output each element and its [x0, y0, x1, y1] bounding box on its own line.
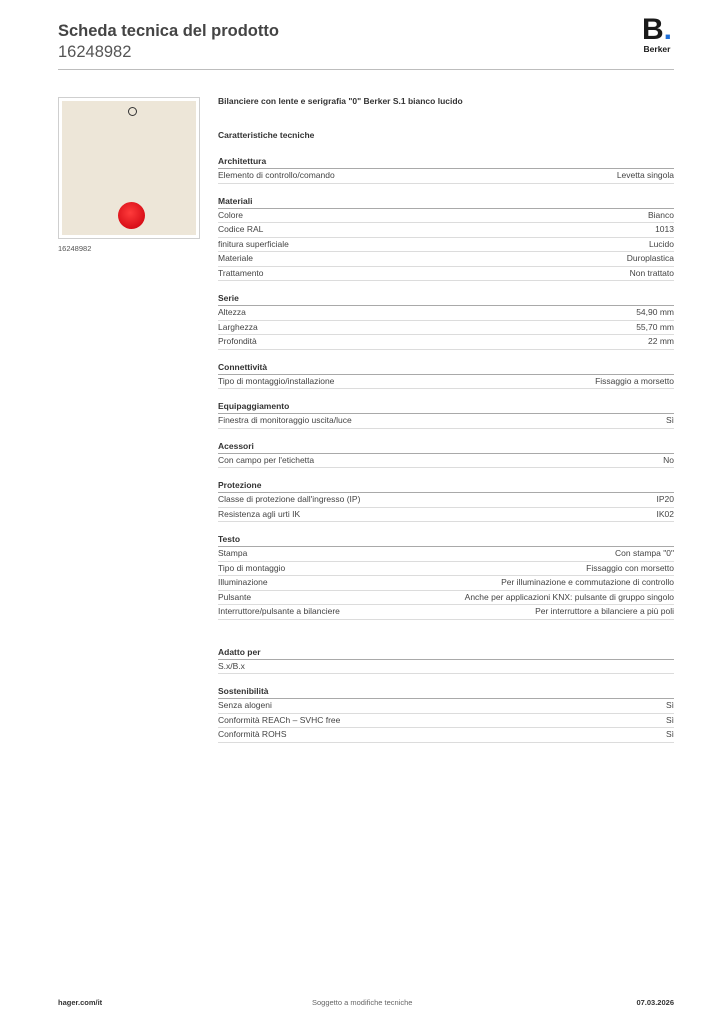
spec-label: Trattamento	[218, 267, 264, 278]
spec-value: 55,70 mm	[636, 321, 674, 332]
spec-label: Conformità REACh – SVHC free	[218, 714, 341, 725]
spec-section	[218, 480, 674, 522]
section-heading: Acessori	[218, 441, 674, 454]
spec-label: Interruttore/pulsante a bilanciere	[218, 606, 340, 616]
spec-label: Finestra di monitoraggio uscita/luce	[218, 415, 352, 425]
spec-label: Altezza	[218, 307, 246, 317]
spec-row	[218, 209, 674, 224]
spec-value: Anche per applicazioni KNX: pulsante di gruppo singolo	[464, 591, 674, 602]
berker-logo	[640, 13, 674, 54]
section-heading: Equipaggiamento	[218, 401, 674, 414]
spec-sections	[218, 156, 674, 743]
spec-label: Pulsante	[218, 591, 252, 602]
page-title: Scheda tecnica del prodotto	[58, 22, 279, 40]
spec-value: Per illuminazione e commutazione di controllo	[501, 577, 674, 587]
spec-row	[218, 547, 674, 562]
spec-value: Bianco	[648, 209, 674, 220]
spec-value: IK02	[656, 508, 674, 519]
product-title: Bilanciere con lente e serigrafia "0" Berker S.1 bianco lucido	[218, 96, 463, 106]
spec-value: Lucido	[648, 238, 674, 249]
spec-section	[218, 196, 674, 282]
spec-section	[218, 441, 674, 469]
zero-print-symbol	[128, 107, 137, 116]
spec-section	[218, 686, 674, 743]
spec-value: Per interruttore a bilanciere a più poli	[535, 606, 674, 616]
spec-label: finitura superficiale	[218, 238, 289, 249]
spec-row	[218, 728, 674, 743]
section-heading: Protezione	[218, 480, 674, 493]
footer-notice: Soggetto a modifiche tecniche	[312, 998, 413, 1007]
section-heading: Sostenibilità	[218, 686, 674, 699]
spec-row	[218, 414, 674, 429]
spec-value: Fissaggio a morsetto	[595, 375, 674, 386]
spec-row	[218, 335, 674, 350]
spec-label: Profondità	[218, 336, 257, 346]
spec-value: Sì	[665, 714, 674, 725]
spec-value: 22 mm	[648, 336, 674, 346]
logo-letter: B	[641, 13, 664, 46]
spec-row	[218, 591, 674, 606]
spec-row	[218, 508, 674, 523]
spec-value: IP20	[656, 494, 674, 504]
spec-row	[218, 252, 674, 267]
spec-label: Codice RAL	[218, 224, 264, 234]
spec-row	[218, 375, 674, 390]
spec-value: 1013	[655, 224, 674, 234]
logo-mark	[640, 13, 674, 46]
spec-row	[218, 223, 674, 238]
page-header	[58, 20, 279, 62]
image-caption: 16248982	[58, 244, 92, 253]
spec-label: Tipo di montaggio/installazione	[218, 375, 335, 386]
spec-label: S.x/B.x	[218, 660, 245, 671]
logo-dot: .	[663, 13, 672, 46]
specs-title: Caratteristiche tecniche	[218, 130, 315, 140]
spec-row	[218, 238, 674, 253]
header-divider	[58, 69, 674, 70]
spec-section	[218, 362, 674, 390]
spec-section	[218, 534, 674, 620]
spec-label: Classe di protezione dall'ingresso (IP)	[218, 494, 361, 504]
spec-section	[218, 293, 674, 350]
spec-label: Larghezza	[218, 321, 258, 332]
section-heading: Adatto per	[218, 647, 674, 660]
product-image	[58, 97, 200, 239]
section-heading: Testo	[218, 534, 674, 547]
spec-row	[218, 267, 674, 282]
spec-value: Sì	[665, 729, 674, 739]
spec-row	[218, 562, 674, 577]
spec-value: Duroplastica	[626, 253, 674, 263]
spec-row	[218, 493, 674, 508]
spec-label: Illuminazione	[218, 577, 268, 587]
section-heading: Connettività	[218, 362, 674, 375]
spec-label: Resistenza agli urti IK	[218, 508, 301, 519]
spec-value: Fissaggio con morsetto	[586, 562, 674, 573]
section-heading: Architettura	[218, 156, 674, 169]
section-heading: Serie	[218, 293, 674, 306]
spec-label: Colore	[218, 209, 244, 220]
red-lens	[118, 202, 145, 229]
spec-section	[218, 156, 674, 184]
spec-row	[218, 169, 674, 184]
footer-date: 07.03.2026	[636, 998, 674, 1007]
spec-value: Con stampa "0"	[615, 548, 674, 558]
spec-row	[218, 660, 674, 675]
spec-value: Levetta singola	[616, 170, 674, 180]
spec-row	[218, 576, 674, 591]
spec-value: 54,90 mm	[636, 307, 674, 317]
specs-panel	[218, 96, 674, 743]
spec-label: Con campo per l'etichetta	[218, 454, 315, 465]
spec-label: Stampa	[218, 548, 248, 558]
spec-label: Conformità ROHS	[218, 729, 287, 739]
spec-row	[218, 699, 674, 714]
spec-label: Elemento di controllo/comando	[218, 170, 335, 180]
spec-row	[218, 605, 674, 620]
spec-section	[218, 401, 674, 429]
spec-value: Sì	[665, 700, 674, 710]
spec-row	[218, 714, 674, 729]
spec-row	[218, 306, 674, 321]
spec-value: Sì	[665, 415, 674, 425]
section-heading: Materiali	[218, 196, 674, 209]
spec-label: Materiale	[218, 253, 253, 263]
spec-label: Tipo di montaggio	[218, 562, 286, 573]
product-code: 16248982	[58, 43, 132, 61]
rocker-plate	[62, 101, 196, 235]
spec-label: Senza alogeni	[218, 700, 272, 710]
spec-value: No	[663, 454, 674, 465]
spec-section	[218, 647, 674, 675]
footer-website[interactable]: hager.com/it	[58, 998, 103, 1007]
spec-row	[218, 454, 674, 469]
logo-name: Berker	[643, 44, 671, 54]
spec-row	[218, 321, 674, 336]
spec-value: Non trattato	[629, 267, 674, 278]
